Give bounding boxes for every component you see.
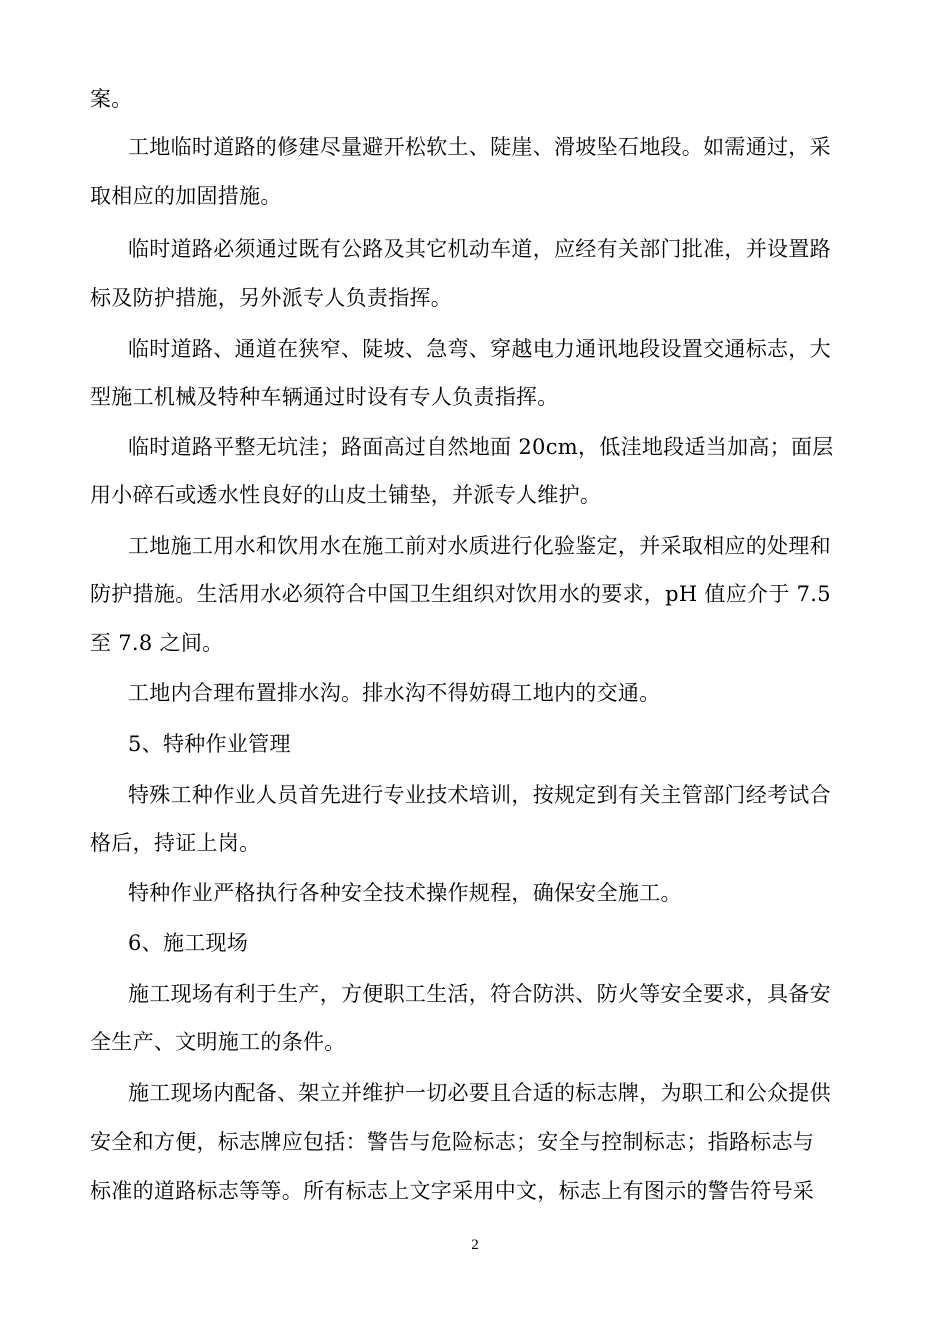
text-line-23: 标准的道路标志等等。所有标志上文字采用中文，标志上有图示的警告符号采	[90, 1179, 815, 1203]
section-heading-5: 5、特种作业管理	[128, 732, 291, 756]
text-line-4: 临时道路必须通过既有公路及其它机动车道，应经有关部门批准，并设置路	[128, 237, 831, 261]
text-line-16: 格后，持证上岗。	[90, 831, 261, 855]
text-line-20: 全生产、文明施工的条件。	[90, 1030, 346, 1054]
text-line-21: 施工现场内配备、架立并维护一切必要且合适的标志牌，为职工和公众提供	[128, 1081, 831, 1105]
text-line-8: 临时道路平整无坑洼；路面高过自然地面 20cm，低洼地段适当加高；面层	[128, 435, 834, 459]
text-line-12: 至 7.8 之间。	[90, 631, 224, 655]
text-line-6: 临时道路、通道在狭窄、陡坡、急弯、穿越电力通讯地段设置交通标志，大	[128, 337, 831, 361]
section-heading-6: 6、施工现场	[128, 931, 249, 955]
text-line-13: 工地内合理布置排水沟。排水沟不得妨碍工地内的交通。	[128, 681, 661, 705]
text-line-1: 案。	[90, 87, 133, 111]
text-line-17: 特种作业严格执行各种安全技术操作规程，确保安全施工。	[128, 881, 682, 905]
text-line-19: 施工现场有利于生产，方便职工生活，符合防洪、防火等安全要求，具备安	[128, 982, 831, 1006]
page-number: 2	[471, 1237, 479, 1253]
text-line-10: 工地施工用水和饮用水在施工前对水质进行化验鉴定，并采取相应的处理和	[128, 534, 831, 558]
text-line-11: 防护措施。生活用水必须符合中国卫生组织对饮用水的要求，pH 值应介于 7.5	[90, 582, 831, 606]
text-line-5: 标及防护措施，另外派专人负责指挥。	[90, 286, 453, 310]
text-line-3: 取相应的加固措施。	[90, 184, 282, 208]
text-line-22: 安全和方便，标志牌应包括：警告与危险标志；安全与控制标志；指路标志与	[90, 1130, 815, 1154]
text-line-7: 型施工机械及特种车辆通过时设有专人负责指挥。	[90, 385, 559, 409]
text-line-9: 用小碎石或透水性良好的山皮土铺垫，并派专人维护。	[90, 483, 602, 507]
text-line-2: 工地临时道路的修建尽量避开松软土、陡崖、滑坡坠石地段。如需通过，采	[128, 135, 831, 159]
text-line-15: 特殊工种作业人员首先进行专业技术培训，按规定到有关主管部门经考试合	[128, 783, 831, 807]
